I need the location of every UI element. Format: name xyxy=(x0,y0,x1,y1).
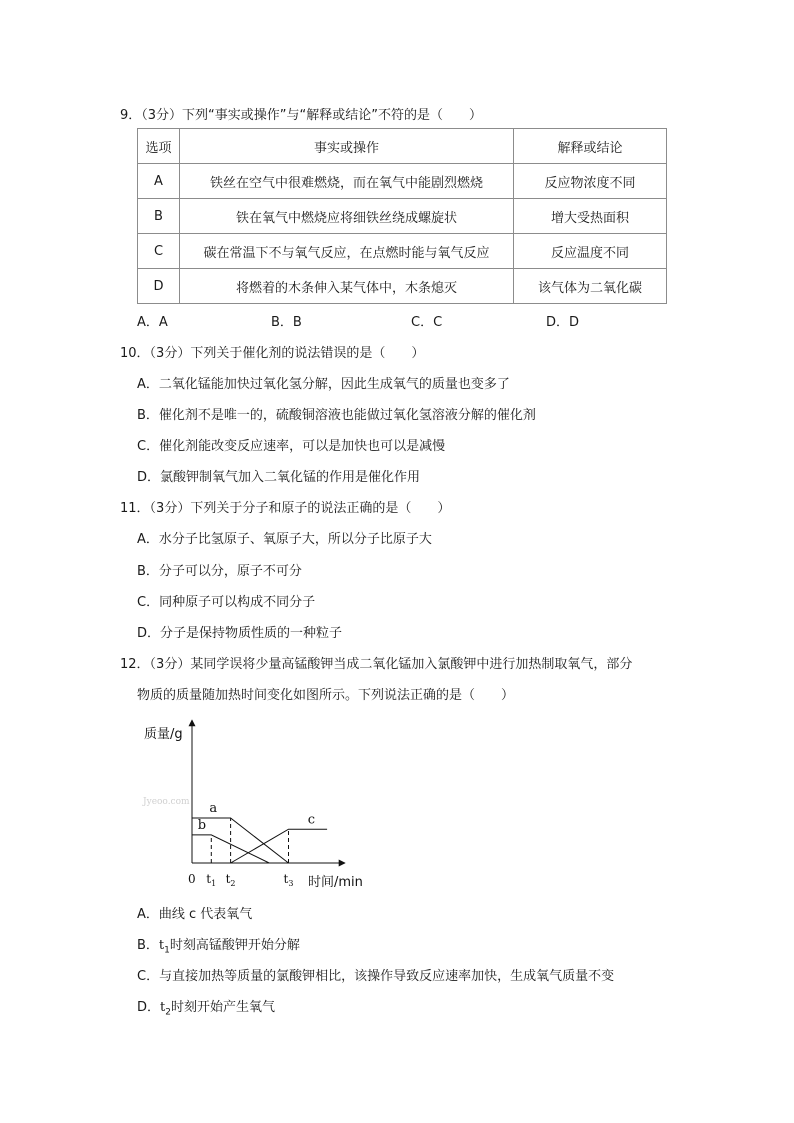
q11-option-d: D．分子是保持物质性质的一种粒子 xyxy=(137,626,343,641)
series-label-c: c xyxy=(307,812,316,828)
table-row xyxy=(138,234,667,269)
row-fact: 将燃着的木条伸入某气体中，木条熄灭 xyxy=(180,269,514,304)
q12-option-a: A．曲线 c 代表氧气 xyxy=(137,907,253,922)
table-row xyxy=(138,164,667,199)
watermark: Jyeoo.com xyxy=(143,797,190,807)
header-option: 选项 xyxy=(138,129,180,164)
header-fact: 事实或操作 xyxy=(180,129,514,164)
q10-option-d: D．氯酸钾制氧气加入二氧化锰的作用是催化作用 xyxy=(137,470,421,485)
q12-option-d xyxy=(137,996,275,1018)
q10-stem: 10．（3分）下列关于催化剂的说法错误的是（ ） xyxy=(120,346,425,361)
row-conclusion: 该气体为二氧化碳 xyxy=(514,269,667,304)
series-label-a: a xyxy=(209,801,218,816)
q11-option-a: A．水分子比氢原子、氧原子大，所以分子比原子大 xyxy=(137,532,432,547)
origin-label: 0 xyxy=(188,872,196,886)
row-option: D xyxy=(138,269,180,304)
q12-stem-line1: 12．（3分）某同学误将少量高锰酸钾当成二氧化锰加入氯酸钾中进行加热制取氧气，部分 xyxy=(120,657,633,672)
row-conclusion: 反应物浓度不同 xyxy=(514,164,667,199)
option-d-text: 时刻开始产生氧气 xyxy=(170,1000,275,1015)
q9-table xyxy=(137,128,667,304)
y-axis-label: 质量/g xyxy=(144,727,183,742)
row-fact: 铁在氧气中燃烧应将细铁丝绕成螺旋状 xyxy=(180,199,514,234)
x-tick-label-2: $t_2$ xyxy=(225,872,236,888)
header-conclusion: 解释或结论 xyxy=(514,129,667,164)
q10-option-c: C．催化剂能改变反应速率，可以是加快也可以是减慢 xyxy=(137,439,446,454)
q9-choice-c: C．C xyxy=(411,315,443,330)
row-fact: 铁丝在空气中很难燃烧，而在氧气中能剧烈燃烧 xyxy=(180,164,514,199)
option-d-sub: 2 xyxy=(165,1007,171,1018)
option-b-sub: 1 xyxy=(164,945,170,956)
table-row xyxy=(138,199,667,234)
q9-stem: 9．（3分）下列“事实或操作”与“解释或结论”不符的是（ ） xyxy=(120,108,482,123)
q10-option-a: A．二氧化锰能加快过氧化氢分解，因此生成氧气的质量也变多了 xyxy=(137,377,510,392)
row-option: C xyxy=(138,234,180,269)
option-b-prefix: B． xyxy=(137,938,159,953)
q12-option-c: C．与直接加热等质量的氯酸钾相比，该操作导致反应速率加快，生成氧气质量不变 xyxy=(137,969,615,984)
q12-stem-line2: 物质的质量随加热时间变化如图所示。下列说法正确的是（ ） xyxy=(137,688,515,703)
row-option: A xyxy=(138,164,180,199)
table-row xyxy=(138,269,667,304)
q12-option-b xyxy=(137,934,300,956)
series-line-c xyxy=(231,829,328,863)
option-d-t: t xyxy=(160,1000,166,1015)
series-line-a xyxy=(192,818,289,863)
mass-time-chart xyxy=(138,712,383,894)
row-conclusion: 反应温度不同 xyxy=(514,234,667,269)
q10-option-b: B．催化剂不是唯一的，硫酸铜溶液也能做过氧化氢溶液分解的催化剂 xyxy=(137,408,536,423)
q9-choice-a: A．A xyxy=(137,315,168,330)
series-label-b: b xyxy=(197,817,207,833)
table-header-row xyxy=(138,129,667,164)
q9-choice-d: D．D xyxy=(546,315,580,330)
row-option: B xyxy=(138,199,180,234)
option-d-prefix: D． xyxy=(137,1000,161,1015)
x-axis-label: 时间/min xyxy=(308,875,363,890)
q11-stem: 11．（3分）下列关于分子和原子的说法正确的是（ ） xyxy=(120,501,451,516)
x-tick-label-1: $t_1$ xyxy=(206,872,217,888)
x-tick-label-3: $t_3$ xyxy=(283,872,294,888)
option-b-t: t xyxy=(158,938,165,953)
row-fact: 碳在常温下不与氧气反应，在点燃时能与氧气反应 xyxy=(180,234,514,269)
option-b-text: 时刻高锰酸钾开始分解 xyxy=(169,938,300,953)
q9-choice-b: B．B xyxy=(271,315,302,330)
q11-option-c: C．同种原子可以构成不同分子 xyxy=(137,595,316,610)
row-conclusion: 增大受热面积 xyxy=(514,199,667,234)
q11-option-b: B．分子可以分，原子不可分 xyxy=(137,564,302,579)
